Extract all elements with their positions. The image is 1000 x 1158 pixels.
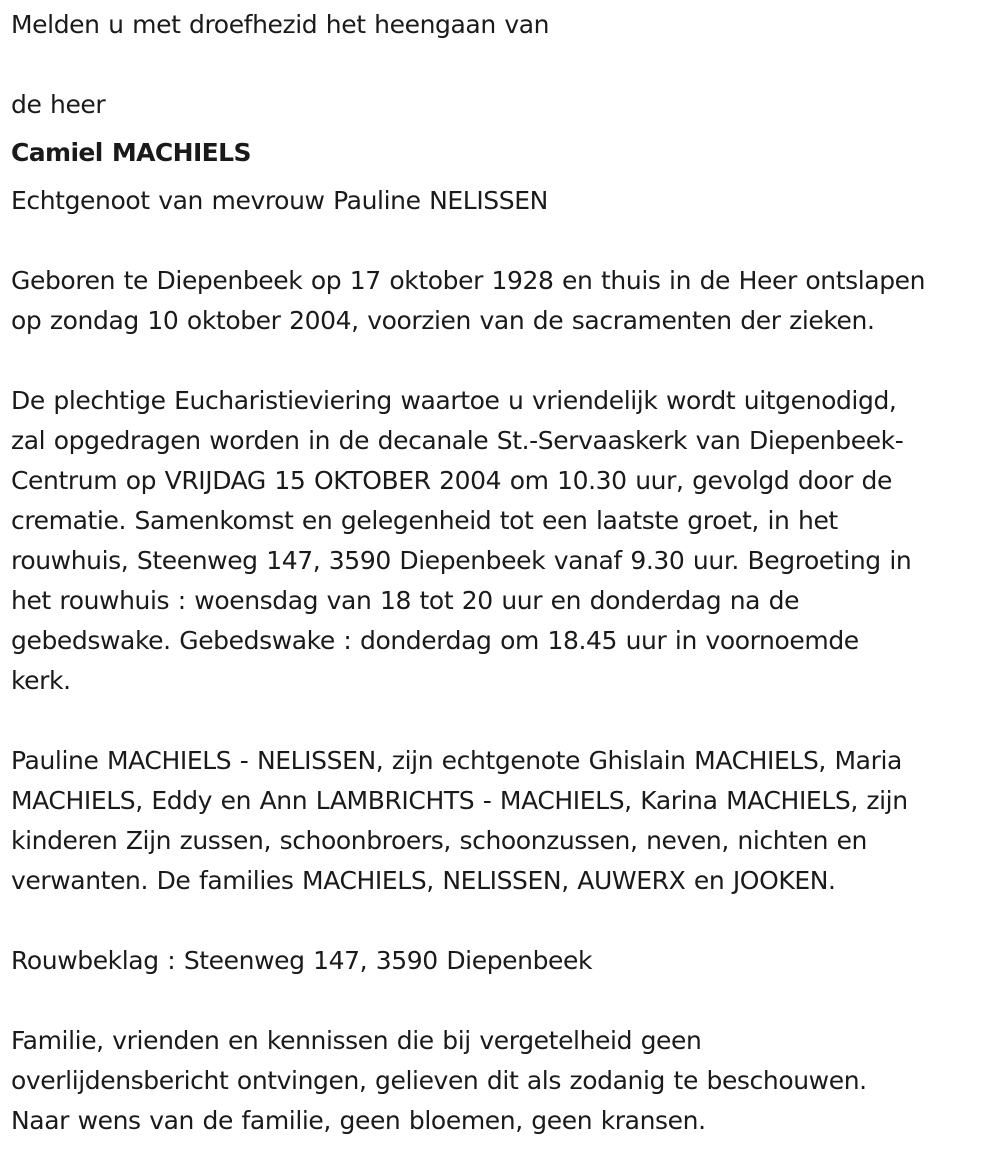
- paragraph-line: op zondag 10 oktober 2004, voorzien van de sacramenten der zieken.: [11, 306, 875, 335]
- title-prefix: de heer: [11, 90, 106, 119]
- deceased-name: Camiel MACHIELS: [11, 138, 251, 167]
- spacer: [11, 701, 989, 741]
- death-notice: [11, 0, 989, 1141]
- paragraph-line: Centrum op VRIJDAG 15 OKTOBER 2004 om 10.30 uur, gevolgd door de: [11, 466, 892, 495]
- family-paragraph: [11, 741, 989, 901]
- spacer: [11, 341, 989, 381]
- intro-text: Melden u met droefhezid het heengaan van: [11, 10, 550, 39]
- condolence-address: Rouwbeklag : Steenweg 147, 3590 Diepenbeek: [11, 946, 593, 975]
- paragraph-line: Naar wens van de familie, geen bloemen, geen kransen.: [11, 1106, 706, 1135]
- paragraph-line: Pauline MACHIELS - NELISSEN, zijn echtgenote Ghislain MACHIELS, Maria: [11, 746, 902, 775]
- spouse-line: Echtgenoot van mevrouw Pauline NELISSEN: [11, 186, 548, 215]
- closing-paragraph: [11, 1021, 989, 1141]
- spacer: [11, 221, 989, 261]
- paragraph-line: Familie, vrienden en kennissen die bij vergetelheid geen: [11, 1026, 702, 1055]
- paragraph-line: het rouwhuis : woensdag van 18 tot 20 uur en donderdag na de: [11, 586, 800, 615]
- paragraph-line: kerk.: [11, 666, 71, 695]
- birth-death-paragraph: [11, 261, 989, 341]
- paragraph-line: crematie. Samenkomst en gelegenheid tot een laatste groet, in het: [11, 506, 838, 535]
- ceremony-paragraph: [11, 381, 989, 701]
- paragraph-line: rouwhuis, Steenweg 147, 3590 Diepenbeek vanaf 9.30 uur. Begroeting in: [11, 546, 912, 575]
- paragraph-line: Geboren te Diepenbeek op 17 oktober 1928 en thuis in de Heer ontslapen: [11, 266, 926, 295]
- paragraph-line: MACHIELS, Eddy en Ann LAMBRICHTS - MACHIELS, Karina MACHIELS, zijn: [11, 786, 908, 815]
- spacer: [11, 981, 989, 1021]
- paragraph-line: kinderen Zijn zussen, schoonbroers, schoonzussen, neven, nichten en: [11, 826, 867, 855]
- paragraph-line: De plechtige Eucharistieviering waartoe u vriendelijk wordt uitgenodigd,: [11, 386, 897, 415]
- paragraph-line: gebedswake. Gebedswake : donderdag om 18.45 uur in voornoemde: [11, 626, 859, 655]
- paragraph-line: overlijdensbericht ontvingen, gelieven dit als zodanig te beschouwen.: [11, 1066, 867, 1095]
- spacer: [11, 901, 989, 941]
- paragraph-line: zal opgedragen worden in de decanale St.-Servaaskerk van Diepenbeek-: [11, 426, 904, 455]
- spacer: [11, 45, 989, 85]
- paragraph-line: verwanten. De families MACHIELS, NELISSEN, AUWERX en JOOKEN.: [11, 866, 836, 895]
